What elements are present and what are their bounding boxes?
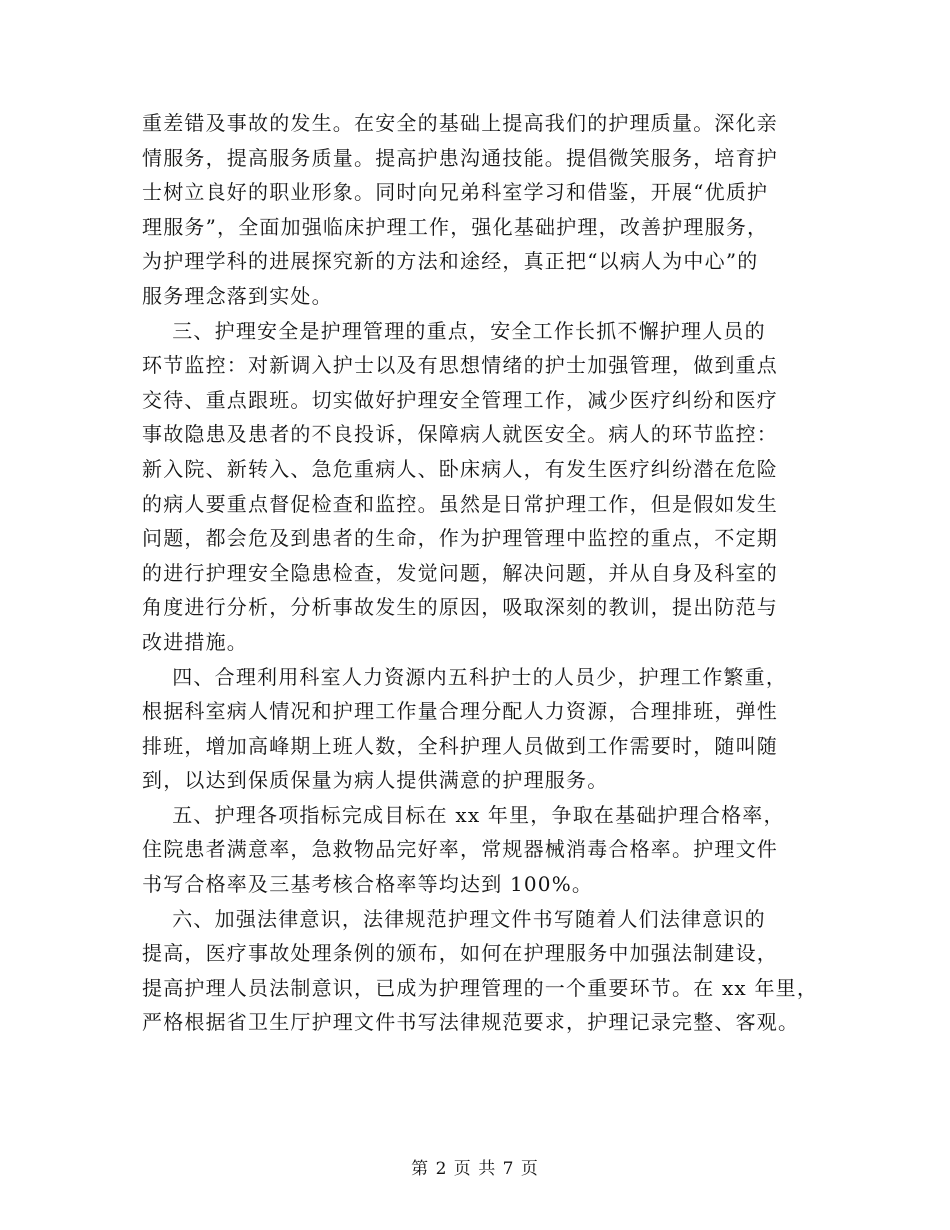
text-line: 三、护理安全是护理管理的重点，安全工作长抓不懈护理人员的 (142, 318, 766, 343)
text-line: 的进行护理安全隐患检查，发觉问题，解决问题，并从自身及科室的 (142, 560, 778, 585)
text-line: 为护理学科的进展探究新的方法和途经，真正把“以病人为中心”的 (142, 249, 759, 274)
text-line: 环节监控：对新调入护士以及有思想情绪的护士加强管理，做到重点 (142, 353, 778, 378)
text-line: 改进措施。 (142, 629, 248, 654)
text-line: 到，以达到保质保量为病人提供满意的护理服务。 (142, 768, 609, 793)
text-line: 六、加强法律意识，法律规范护理文件书写随着人们法律意识的 (142, 906, 766, 931)
document-body (142, 106, 822, 1040)
text-line: 理服务”，全面加强临床护理工作，强化基础护理，改善护理服务， (142, 214, 769, 239)
page-footer: 第 2 页 共 7 页 (411, 1159, 539, 1179)
text-line: 事故隐患及患者的不良投诉，保障病人就医安全。病人的环节监控： (142, 422, 778, 447)
text-line: 新入院、新转入、急危重病人、卧床病人，有发生医疗纠纷潜在危险 (142, 456, 778, 481)
text-line: 五、护理各项指标完成目标在 xx 年里，争取在基础护理合格率， (142, 802, 785, 827)
text-line: 问题，都会危及到患者的生命，作为护理管理中监控的重点，不定期 (142, 526, 778, 551)
text-line: 交待、重点跟班。切实做好护理安全管理工作，减少医疗纠纷和医疗 (142, 387, 778, 412)
text-line: 提高，医疗事故处理条例的颁布，如何在护理服务中加强法制建设， (142, 941, 778, 966)
text-line: 重差错及事故的发生。在安全的基础上提高我们的护理质量。深化亲 (142, 111, 778, 135)
text-line: 角度进行分析，分析事故发生的原因，吸取深刻的教训，提出防范与 (142, 595, 778, 620)
text-line: 排班，增加高峰期上班人数，全科护理人员做到工作需要时，随叫随 (142, 733, 778, 758)
text-line: 提高护理人员法制意识，已成为护理管理的一个重要环节。在 xx 年里， (142, 975, 819, 1000)
text-line: 严格根据省卫生厅护理文件书写法律规范要求，护理记录完整、客观。 (142, 1010, 800, 1035)
text-line: 住院患者满意率，急救物品完好率，常规器械消毒合格率。护理文件 (142, 837, 778, 862)
text-line: 的病人要重点督促检查和监控。虽然是日常护理工作，但是假如发生 (142, 491, 778, 516)
text-line: 根据科室病人情况和护理工作量合理分配人力资源，合理排班，弹性 (142, 699, 778, 724)
text-line: 士树立良好的职业形象。同时向兄弟科室学习和借鉴，开展“优质护 (142, 180, 769, 205)
text-line: 四、合理利用科室人力资源内五科护士的人员少，护理工作繁重， (142, 664, 788, 689)
text-line: 服务理念落到实处。 (142, 283, 333, 308)
text-line: 情服务，提高服务质量。提高护患沟通技能。提倡微笑服务，培育护 (142, 145, 778, 170)
text-line: 书写合格率及三基考核合格率等均达到 100%。 (142, 872, 594, 897)
